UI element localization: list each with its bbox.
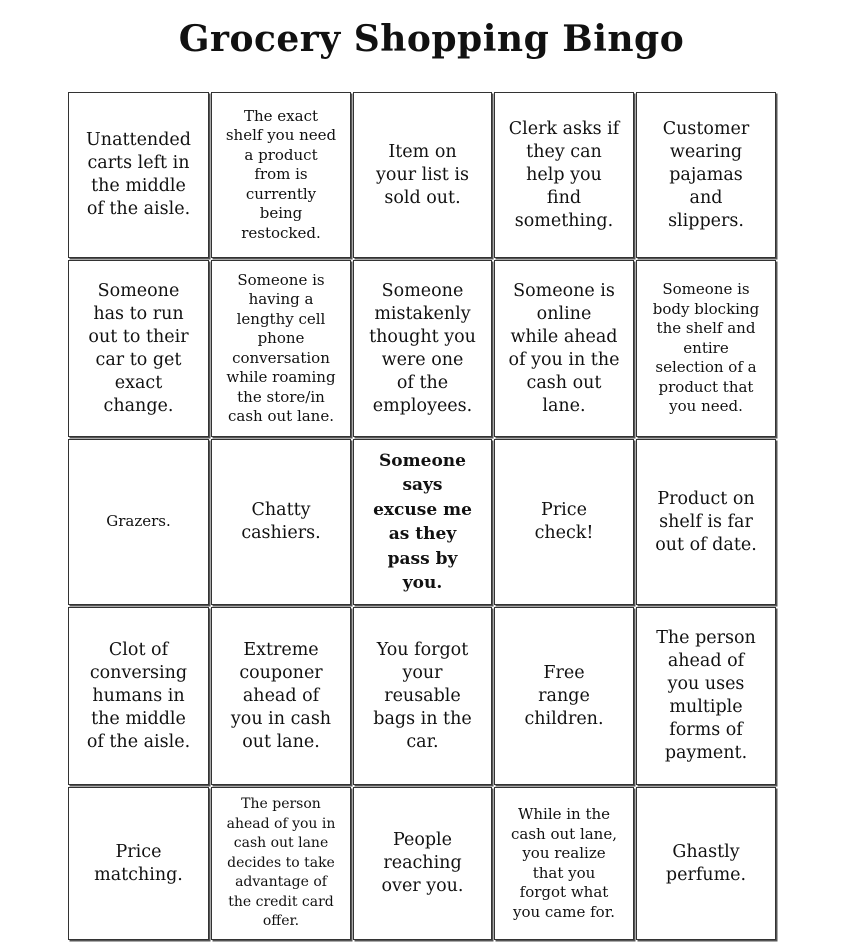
bingo-cell-text: Someone has to run out to their car to get exact change. (88, 280, 189, 416)
bingo-cell-text: Someone is online while ahead of you in the cash out lane. (508, 280, 620, 416)
bingo-cell (494, 439, 634, 605)
bingo-cell (68, 260, 209, 437)
bingo-cell-text: Free range children. (524, 662, 604, 729)
bingo-cell (636, 439, 776, 605)
bingo-cell-text: Customer wearing pajamas and slippers. (662, 118, 750, 231)
bingo-cell-text: Grazers. (106, 512, 171, 531)
bingo-cell (211, 607, 351, 785)
bingo-cell (636, 92, 776, 258)
bingo-cell (211, 260, 351, 437)
bingo-cell (494, 260, 634, 437)
bingo-cell (211, 92, 351, 258)
bingo-cell (353, 439, 492, 605)
bingo-cell (353, 787, 492, 940)
bingo-cell-text: Ghastly perfume. (665, 841, 747, 885)
bingo-cell-text: Price check! (534, 500, 594, 543)
bingo-cell (636, 607, 776, 785)
bingo-cell-text: Someone is body blocking the shelf and entire selection of a product that you need. (652, 280, 760, 416)
bingo-cell-text: Extreme couponer ahead of you in cash out lane. (230, 639, 332, 752)
bingo-cell (353, 92, 492, 258)
bingo-cell (211, 787, 351, 940)
bingo-cell (636, 787, 776, 940)
bingo-cell-text: The exact shelf you need a product from is currently being restocked. (225, 106, 337, 242)
bingo-cell (636, 260, 776, 437)
bingo-cell (68, 92, 209, 258)
bingo-cell-text: While in the cash out lane, you realize that you forgot what you came for. (510, 805, 617, 921)
bingo-cell-text: You forgot your reusable bags in the car. (373, 639, 472, 752)
bingo-cell-text: Someone says excuse me as they pass by you. (373, 450, 472, 593)
bingo-cell (494, 787, 634, 940)
bingo-cell (353, 607, 492, 785)
bingo-cell-text: Clot of conversing humans in the middle of the aisle. (86, 639, 191, 752)
bingo-cell-text: Product on shelf is far out of date. (655, 488, 757, 555)
bingo-cell (494, 607, 634, 785)
bingo-cell (353, 260, 492, 437)
bingo-cell-text: Clerk asks if they can help you find something. (508, 118, 620, 231)
bingo-cell (68, 607, 209, 785)
bingo-cell-text: Someone mistakenly thought you were one of the employees. (369, 280, 476, 416)
bingo-cell (211, 439, 351, 605)
bingo-cell-text: Price matching. (94, 841, 183, 885)
bingo-cell-text: Item on your list is sold out. (376, 141, 469, 208)
bingo-cell (68, 787, 209, 940)
bingo-cell (68, 439, 209, 605)
bingo-cell-text: Chatty cashiers. (241, 500, 321, 543)
bingo-cell-text: The person ahead of you in cash out lane decides to take advantage of the credit card offer. (226, 796, 336, 930)
bingo-cell-text: Unattended carts left in the middle of the aisle. (86, 130, 191, 219)
bingo-cell-text: The person ahead of you uses multiple forms of payment. (656, 628, 756, 763)
bingo-cell (494, 92, 634, 258)
bingo-grid (67, 91, 777, 941)
bingo-cell-text: People reaching over you. (381, 830, 464, 896)
page-title: Grocery Shopping Bingo (178, 18, 685, 60)
bingo-cell-text: Someone is having a lengthy cell phone conversation while roaming the store/in cash out lane. (226, 270, 336, 425)
